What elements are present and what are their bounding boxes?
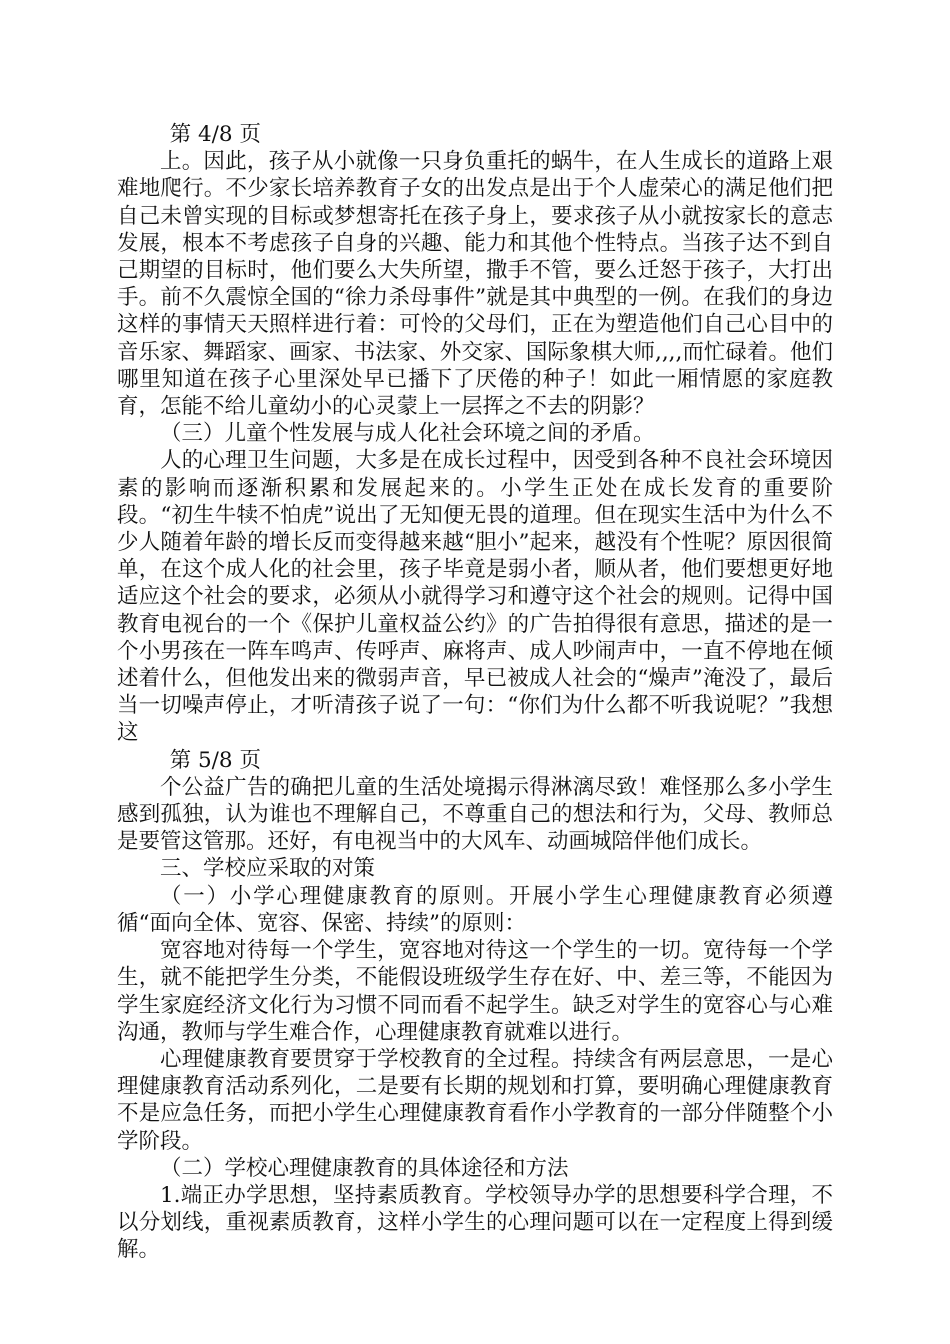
body-paragraph: 上。因此，孩子从小就像一只身负重托的蜗牛，在人生成长的道路上艰难地爬行。不少家长培养教育子女的出发点是出于个人虚荣心的满足他们把自己未曾实现的目标或梦想寄托在孩子身上，要求孩子从小就按家长的意志发展，根本不考虑孩子自身的兴趣、能力和其他个性特点。当孩子达不到自己期望的目标时，他们要么大失所望，撒手不管，要么迁怒于孩子，大打出手。前不久震惊全国的“徐力杀母事件”就是其中典型的一例。在我们的身边这样的事情天天照样进行着：可怜的父母们，正在为塑造他们自己心目中的音乐家、舞蹈家、画家、书法家、外交家、国际象棋大师,,,,而忙碌着。他们哪里知道在孩子心里深处早已播下了厌倦的种子！如此一厢情愿的家庭教育，怎能不给儿童幼小的心灵蒙上一层挥之不去的阴影？ bbox=[117, 149, 833, 420]
section-heading: （二）学校心理健康教育的具体途径和方法 bbox=[160, 1155, 569, 1181]
section-heading: （三）儿童个性发展与成人化社会环境之间的矛盾。 bbox=[160, 421, 655, 447]
body-paragraph: 人的心理卫生问题，大多是在成长过程中，因受到各种不良社会环境因素的影响而逐渐积累和发展起来的。小学生正处在成长发育的重要阶段。“初生牛犊不怕虎”说出了无知便无畏的道理。但在现实生活中为什么不少人随着年龄的增长反而变得越来越“胆小”起来，越没有个性呢？原因很简单，在这个成人化的社会里，孩子毕竟是弱小者，顺从者，他们要想更好地适应这个社会的要求，必须从小就得学习和遵守这个社会的规则。记得中国教育电视台的一个《保护儿童权益公约》的广告拍得很有意思，描述的是一个小男孩在一阵车鸣声、传呼声、麻将声、成人吵闹声中，一直不停地在倾述着什么，但他发出来的微弱声音，早已被成人社会的“燥声”淹没了，最后当一切噪声停止，才听清孩子说了一句：“你们为什么都不听我说呢？”我想这 bbox=[117, 448, 833, 746]
page-number-marker: 第 4/8 页 bbox=[169, 122, 261, 147]
body-paragraph: 心理健康教育要贯穿于学校教育的全过程。持续含有两层意思，一是心理健康教育活动系列化，二是要有长期的规划和打算，要明确心理健康教育不是应急任务，而把小学生心理健康教育看作小学教育的一部分伴随整个小学阶段。 bbox=[117, 1046, 833, 1154]
body-paragraph: 宽容地对待每一个学生，宽容地对待这一个学生的一切。宽待每一个学生，就不能把学生分类，不能假设班级学生存在好、中、差三等，不能因为学生家庭经济文化行为习惯不同而看不起学生。缺乏对学生的宽容心与心难沟通，教师与学生难合作，心理健康教育就难以进行。 bbox=[117, 938, 833, 1045]
section-heading: 三、学校应采取的对策 bbox=[160, 856, 376, 882]
page-number-marker: 第 5/8 页 bbox=[169, 747, 261, 773]
body-paragraph: 1.端正办学思想，坚持素质教育。学校领导办学的思想要科学合理，不以分划线，重视素质教育，这样小学生的心理问题可以在一定程度上得到缓解。 bbox=[117, 1182, 833, 1263]
body-paragraph: （一）小学心理健康教育的原则。开展小学生心理健康教育必须遵循“面向全体、宽容、保密、持续”的原则： bbox=[117, 883, 833, 936]
document-body bbox=[117, 121, 833, 1264]
body-paragraph: 个公益广告的确把儿童的生活处境揭示得淋漓尽致！难怪那么多小学生感到孤独，认为谁也不理解自己，不尊重自己的想法和行为，父母、教师总是要管这管那。还好，有电视当中的大风车、动画城陪伴他们成长。 bbox=[117, 774, 833, 855]
